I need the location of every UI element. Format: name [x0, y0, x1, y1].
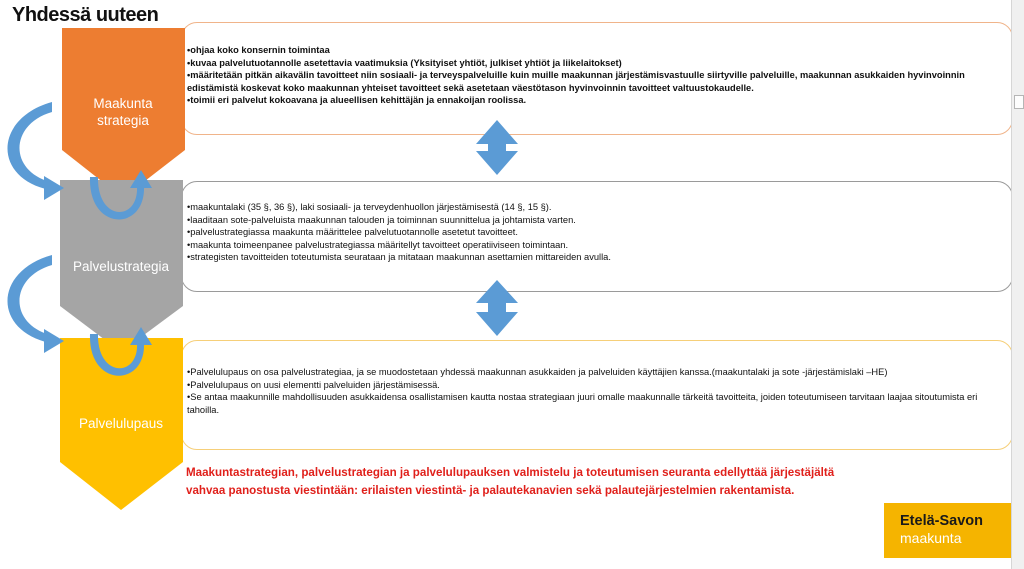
vertical-scrollbar[interactable] [1011, 0, 1024, 569]
bullet-item: • Se antaa maakunnille mahdollisuuden asukkaidensa osallistamisen kautta nostaa strategiaan juuri omalle maakunnalle tärkeitä tavoitteita, joiden toteutumiseen tarvitaan laajaa sitoutumista eri tahoilla. [187, 391, 1007, 416]
up-down-arrow-icon [476, 120, 518, 175]
curved-left-arrow-icon [7, 102, 64, 200]
level-label-strategy [62, 95, 184, 129]
note-line: Maakuntastrategian, palvelustrategian ja palvelulupauksen valmistelu ja toteutumisen seuranta edellyttää järjestäjältä [186, 466, 835, 479]
bullet-item: • toimii eri palvelut kokoavana ja alueellisen kehittäjän ja ennakoijan roolissa. [187, 94, 1002, 107]
bullet-item: • kuvaa palvelutuotannolle asetettavia vaatimuksia (Yksityiset yhtiöt, julkiset yhtiöt ja liikelaitokset) [187, 57, 1002, 70]
bullet-item: • määritetään pitkän aikavälin tavoitteet niin sosiaali- ja terveyspalveluille kuin muille maakunnan järjestämisvastuulle siirtyville palveluille, maakunnan asukkaiden hyvinvoinnin edistämistä koskevat koko maakunnan yhteiset tavoitteet sekä asetetaan väestötason hyvinvoinnin tavoitteet valtuustokaudelle. [187, 69, 1002, 94]
bullet-item: • Palvelulupaus on uusi elementti palveluiden järjestämisessä. [187, 379, 1007, 392]
bullet-item: • laaditaan sote-palveluista maakunnan talouden ja toiminnan suunnittelua ja johtamista varten. [187, 214, 1002, 227]
logo-line: Etelä-Savon [900, 513, 983, 529]
bullet-item: • maakuntalaki (35 §, 36 §), laki sosiaali- ja terveydenhuollon järjestämisestä (14 §, 15 §). [187, 201, 1002, 214]
level-label-service-strategy [55, 258, 187, 275]
level-label-line: Palvelustrategia [72, 259, 170, 274]
bullet-item: • palvelustrategiassa maakunta määrittelee palvelutuotannolle asetetut tavoitteet. [187, 226, 1002, 239]
slide-title: Yhdessä uuteen [12, 4, 159, 26]
bullet-item: • maakunta toimeenpanee palvelustrategiassa määritellyt tavoitteet operatiiviseen toimintaan. [187, 239, 1002, 252]
logo-line: maakunta [900, 530, 962, 546]
bullet-item: • Palvelulupaus on osa palvelustrategiaa, ja se muodostetaan yhdessä maakunnan asukkaiden ja palveluiden käyttäjien kanssa.(maakuntalaki ja sote -järjestämislaki –HE) [187, 366, 1007, 379]
level-label-line: Maakunta [93, 96, 153, 111]
communication-note [186, 464, 906, 500]
scrollbar-thumb[interactable] [1014, 95, 1024, 109]
note-line: vahvaa panostusta viestintään: erilaisten viestintä- ja palautekanavien sekä palautejärjestelmien rakentamista. [186, 484, 795, 497]
etela-savon-maakunta-logo [884, 503, 1011, 558]
level-label-line: strategia [97, 113, 149, 128]
up-down-arrow-icon [476, 280, 518, 336]
bullet-item: • ohjaa koko konsernin toimintaa [187, 44, 1002, 57]
level-label-service-promise [60, 415, 182, 432]
level-label-line: Palvelulupaus [78, 416, 164, 431]
bullet-item: • strategisten tavoitteiden toteutumista seurataan ja mitataan maakunnan asettamien mittareiden avulla. [187, 251, 1002, 264]
